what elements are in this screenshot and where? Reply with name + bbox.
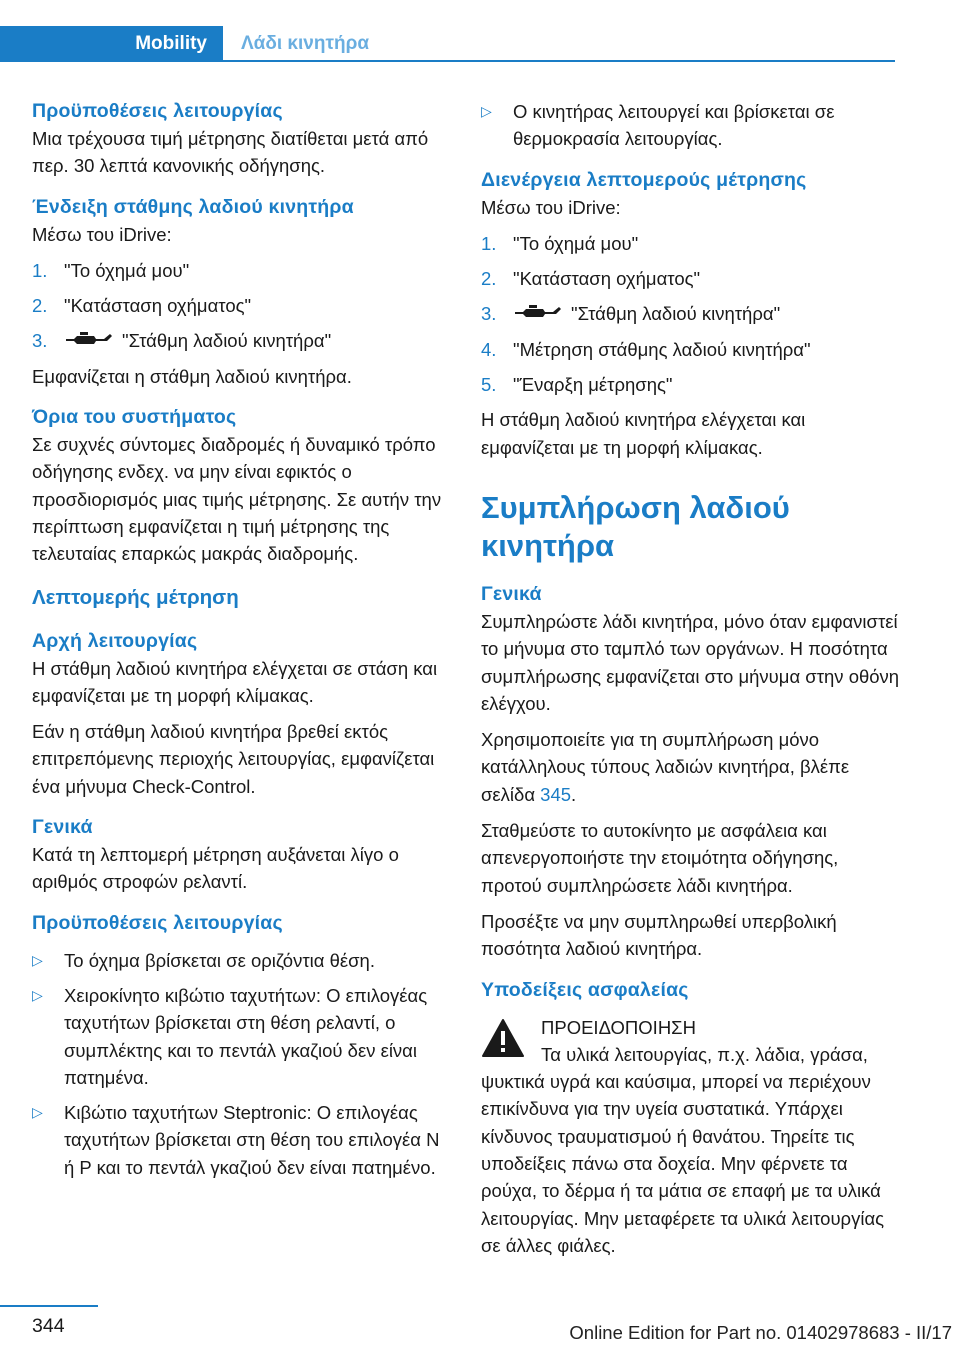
list-item [32,292,450,319]
left-column [32,98,450,1189]
step-text: "Στάθμη λαδιού κινητήρα" [571,303,781,325]
wrench-icon [513,303,563,323]
step-text: "Στάθμη λαδιού κινητήρα" [122,330,332,352]
tab-mobility: Mobility [0,26,223,62]
section-title: Υποδείξεις ασφαλείας [481,978,689,1001]
triangle-bullet-icon: ▷ [32,951,43,968]
header-tabs [0,26,895,62]
step-text-with-icon [64,327,450,354]
paragraph: Κατά τη λεπτομερή μέτρηση αυξάνεται λίγο ο αριθμός στροφών ρελαντί. [32,844,399,893]
warning-label: ΠΡΟΕΙΔΟΠΟΙΗΣΗ [541,1016,696,1038]
step-text: "Κατάσταση οχήματος" [64,295,252,317]
paragraph: Εάν η στάθμη λαδιού κινητήρα βρεθεί εκτός επιτρεπόμενης περιοχής λειτουργίας, εμφανίζεται ένα μήνυμα Check-Control. [32,721,435,797]
list-item [481,300,901,327]
right-column [481,98,901,1259]
step-list [32,257,450,355]
step-number: 3. [481,303,497,325]
paragraph: Προσέξτε να μην συμπληρωθεί υπερβολική ποσότητα λαδιού κινητήρα. [481,910,837,960]
paragraph: Η στάθμη λαδιού κινητήρα ελέγχεται σε στάση και εμφανίζεται με τη μορφή κλίμακας. [32,657,438,706]
subsection-title: Λεπτομερής μέτρηση [32,585,239,609]
step-text: "Κατάσταση οχήματος" [513,268,701,290]
list-item [32,327,450,354]
bullet-text: Ο κινητήρας λειτουργεί και βρίσκεται σε θερμοκρασία λειτουργίας. [513,101,835,150]
triangle-bullet-icon: ▷ [481,103,492,119]
paragraph: Μέσω του iDrive: [32,223,172,245]
footer-edition: Online Edition for Part no. 01402978683 - II/17 [569,1322,952,1343]
warning-text: ψυκτικά υγρά και καύσιμα, μπορεί να περιέχουν επικίνδυνα για την υγεία συστατικά. Υπάρχει κίνδυνος τραυματισμού ή θανάτου. Τηρείτε τις υποδείξεις πάνω στα δοχεία. Μην φέρνετε τα ρούχα, το δέρμα ή τα μάτια σε επαφή με τα υλικά λειτουργίας. Μην μεταφέρετε τα υλικά λειτουργίας σε άλλες φιάλες. [481,1071,885,1256]
paragraph [481,726,901,808]
page-reference-link[interactable]: 345 [540,783,572,805]
list-item [481,265,901,292]
page-number: 344 [32,1315,65,1337]
header-rule [0,60,895,62]
section-title: Όρια του συστήματος [32,406,237,429]
warning-text: Τα υλικά λειτουργίας, π.χ. λάδια, γράσα, [541,1043,868,1065]
paragraph: Μια τρέχουσα τιμή μέτρησης διατίθεται μετά από περ. 30 λεπτά κανονικής οδήγησης. [32,128,429,177]
warning-header [541,1014,901,1069]
bullet-list [32,947,450,1181]
step-list [481,230,901,398]
paragraph: Σε συχνές σύντομες διαδρομές ή δυναμικό τρόπο οδήγησης ενδεχ. να μην είναι εφικτός ο προσδιορισμός μιας τιμής μέτρησης. Σε αυτήν την περίπτωση εμφανίζεται η τιμή μέτρησης της τελευταίας επαρκώς μακράς διαδρομής. [32,434,442,565]
list-item [481,371,901,398]
bullet-text: Το όχημα βρίσκεται σε οριζόντια θέση. [64,949,375,971]
bullet-text: Χειροκίνητο κιβώτιο ταχυτήτων: Ο επιλογέας ταχυτήτων βρίσκεται στη θέση ρελαντί, ο συμπλέκτης και το πεντάλ γκαζιού δεν είναι πατημένα. [64,984,428,1088]
chapter-title: Συμπλήρωση λαδιού κινητήρα [481,489,790,563]
section-title: Διενέργεια λεπτομερούς μέτρησης [481,168,807,191]
paragraph-text: Χρησιμοποιείτε για τη συμπλήρωση μόνο κατάλληλους τύπους λαδιών κινητήρα, βλέπε σελίδα [481,729,850,805]
step-number: 5. [481,374,497,396]
step-text: "Έναρξη μέτρησης" [513,374,673,396]
section-title: Αρχή λειτουργίας [32,629,198,652]
step-text: "Το όχημά μου" [513,232,639,254]
step-number: 2. [32,295,48,317]
paragraph: Εμφανίζεται η στάθμη λαδιού κινητήρα. [32,365,352,387]
paragraph: Σταθμεύστε το αυτοκίνητο με ασφάλεια και απενεργοποιήστε την ετοιμότητα οδήγησης, προτού συμπληρώσετε λάδι κινητήρα. [481,820,839,896]
list-item [32,947,450,974]
list-item [481,230,901,257]
section-title: Γενικά [481,582,542,605]
list-item [32,257,450,284]
step-number: 1. [481,232,497,254]
list-item [481,98,901,153]
section-title: Προϋποθέσεις λειτουργίας [32,100,283,122]
step-number: 2. [481,268,497,290]
section-title: Προϋποθέσεις λειτουργίας [32,911,283,934]
bullet-list [481,98,901,153]
step-number: 3. [32,330,48,352]
warning-block [481,1014,901,1069]
step-number: 1. [32,259,48,281]
list-item [481,336,901,363]
paragraph-end: . [571,783,577,805]
step-text-with-icon [513,300,901,327]
step-text: "Το όχημά μου" [64,259,190,281]
section-title: Ένδειξη στάθμης λαδιού κινητήρα [32,195,354,218]
list-item [32,982,450,1091]
bullet-text: Κιβώτιο ταχυτήτων Steptronic: Ο επιλογέας ταχυτήτων βρίσκεται στη θέση του επιλογέα N ή P και το πεντάλ γκαζιού δεν είναι πατημένο. [64,1102,440,1178]
step-number: 4. [481,338,497,360]
step-text: "Μέτρηση στάθμης λαδιού κινητήρα" [513,338,811,360]
wrench-icon [64,330,114,350]
tab-engine-oil: Λάδι κινητήρα [241,33,369,54]
section-title: Γενικά [32,816,93,839]
warning-triangle-icon [481,1018,525,1058]
paragraph: Η στάθμη λαδιού κινητήρα ελέγχεται και εμφανίζεται με τη μορφή κλίμακας. [481,409,806,458]
list-item [32,1099,450,1181]
footer-rule [0,1305,98,1307]
triangle-bullet-icon: ▷ [32,986,43,1003]
triangle-bullet-icon: ▷ [32,1104,43,1121]
paragraph: Μέσω του iDrive: [481,196,621,218]
paragraph: Συμπληρώστε λάδι κινητήρα, μόνο όταν εμφανιστεί το μήνυμα στο ταμπλό των οργάνων. Η ποσότητα συμπλήρωσης εμφανίζεται στο μήνυμα στην οθόνη ελέγχου. [481,610,900,714]
